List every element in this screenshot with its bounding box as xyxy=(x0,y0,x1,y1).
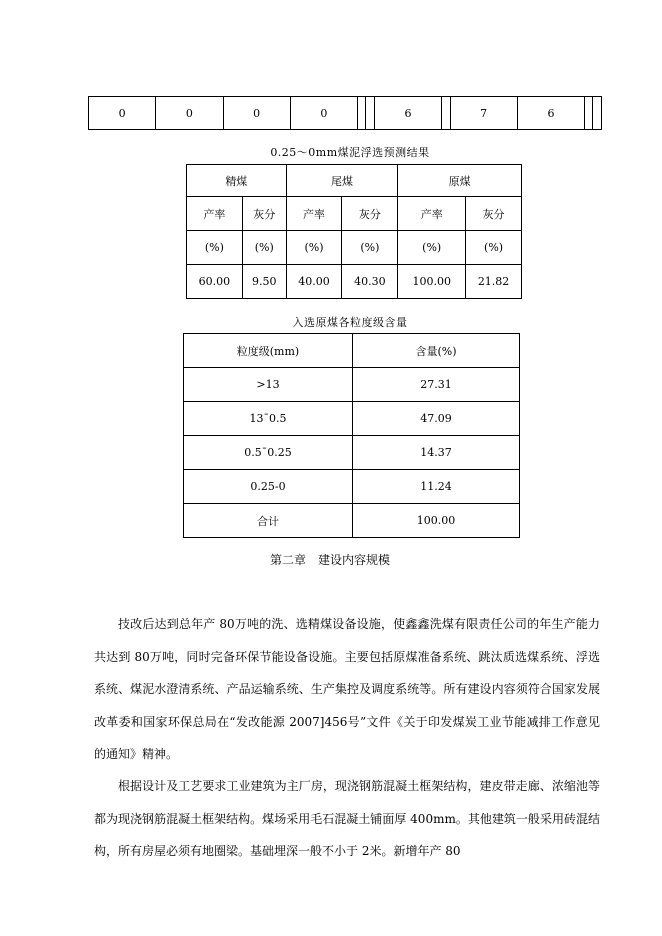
table1-caption: 0.25～0mm煤泥浮选预测结果 xyxy=(270,146,430,159)
table-cell: 6 xyxy=(374,97,441,130)
table-cell xyxy=(585,97,593,130)
table-cell: 合计 xyxy=(184,504,353,538)
unit-header: (%) xyxy=(286,231,342,265)
table-cell: 0.25-0 xyxy=(184,470,353,504)
table-cell: 47.09 xyxy=(353,402,520,436)
table-row xyxy=(187,265,522,299)
table-row xyxy=(184,436,520,470)
body-paragraph xyxy=(94,770,600,868)
table-row xyxy=(184,402,520,436)
table-row xyxy=(184,334,520,368)
table-row xyxy=(184,368,520,402)
group-header: 精煤 xyxy=(187,165,287,197)
table-cell: 21.82 xyxy=(466,265,522,299)
table-cell: 9.50 xyxy=(242,265,286,299)
table-cell: 60.00 xyxy=(187,265,243,299)
table2-caption: 入选原煤各粒度级含量 xyxy=(292,316,408,329)
table-cell xyxy=(358,97,366,130)
paragraph-text: 技改后达到总年产 80万吨的洗、选精煤设备设施，使鑫鑫洗煤有限责任公司的年生产能力共达到 80万吨，同时完备环保节能设备设施。主要包括原煤准备系统、跳汰质选煤系统、浮选系统、煤泥水澄清系统、产品运输系统、生产集控及调度系统等。所有建设内容须符合国家发展改革委和国家环保总局在“发改能源 2007]456号”文件《关于印发煤炭工业节能减排工作意见的通知》精神。 xyxy=(94,617,600,761)
flotation-forecast-table xyxy=(186,164,522,299)
table-cell: 0 xyxy=(223,97,290,130)
table-cell: 14.37 xyxy=(353,436,520,470)
group-header: 尾煤 xyxy=(286,165,398,197)
table-cell: 40.30 xyxy=(342,265,398,299)
metric-header: 产率 xyxy=(286,197,342,231)
unit-header: (%) xyxy=(398,231,466,265)
group-header: 原煤 xyxy=(398,165,522,197)
metric-header: 灰分 xyxy=(342,197,398,231)
table-row xyxy=(187,165,522,197)
table-cell: 100.00 xyxy=(398,265,466,299)
unit-header: (%) xyxy=(466,231,522,265)
unit-header: (%) xyxy=(187,231,243,265)
top-table xyxy=(88,96,602,130)
table-cell: 7 xyxy=(450,97,517,130)
table-cell: 0.5¯0.25 xyxy=(184,436,353,470)
chapter-title: 第二章 建设内容规模 xyxy=(269,553,390,567)
column-header: 粒度级(mm) xyxy=(184,334,353,368)
unit-header: (%) xyxy=(342,231,398,265)
table-cell xyxy=(442,97,450,130)
table-cell: 27.31 xyxy=(353,368,520,402)
table-cell xyxy=(593,97,602,130)
table-cell: >13 xyxy=(184,368,353,402)
size-fraction-table xyxy=(183,333,520,538)
table-cell xyxy=(366,97,374,130)
body-paragraph xyxy=(94,608,600,771)
table-cell: 11.24 xyxy=(353,470,520,504)
table-cell: 100.00 xyxy=(353,504,520,538)
table-cell: 0 xyxy=(89,97,156,130)
table-cell: 6 xyxy=(517,97,584,130)
table-row xyxy=(184,470,520,504)
metric-header: 产率 xyxy=(187,197,243,231)
paragraph-text: 根据设计及工艺要求工业建筑为主厂房，现浇钢筋混凝土框架结构，建皮带走廊、浓缩池等都为现浇钢筋混凝土框架结构。煤场采用毛石混凝土铺面厚 400mm。其他建筑一般采用砖混结构，所有房屋必须有地圈梁。基础埋深一般不小于 2米。新增年产 80 xyxy=(94,779,600,858)
table-cell: 40.00 xyxy=(286,265,342,299)
unit-header: (%) xyxy=(242,231,286,265)
column-header: 含量(%) xyxy=(353,334,520,368)
metric-header: 灰分 xyxy=(466,197,522,231)
table-cell: 0 xyxy=(156,97,223,130)
table-row xyxy=(184,504,520,538)
table-row xyxy=(89,97,602,130)
metric-header: 灰分 xyxy=(242,197,286,231)
metric-header: 产率 xyxy=(398,197,466,231)
table-cell: 0 xyxy=(290,97,357,130)
table-row xyxy=(187,197,522,231)
table-cell: 13¯0.5 xyxy=(184,402,353,436)
table-row xyxy=(187,231,522,265)
